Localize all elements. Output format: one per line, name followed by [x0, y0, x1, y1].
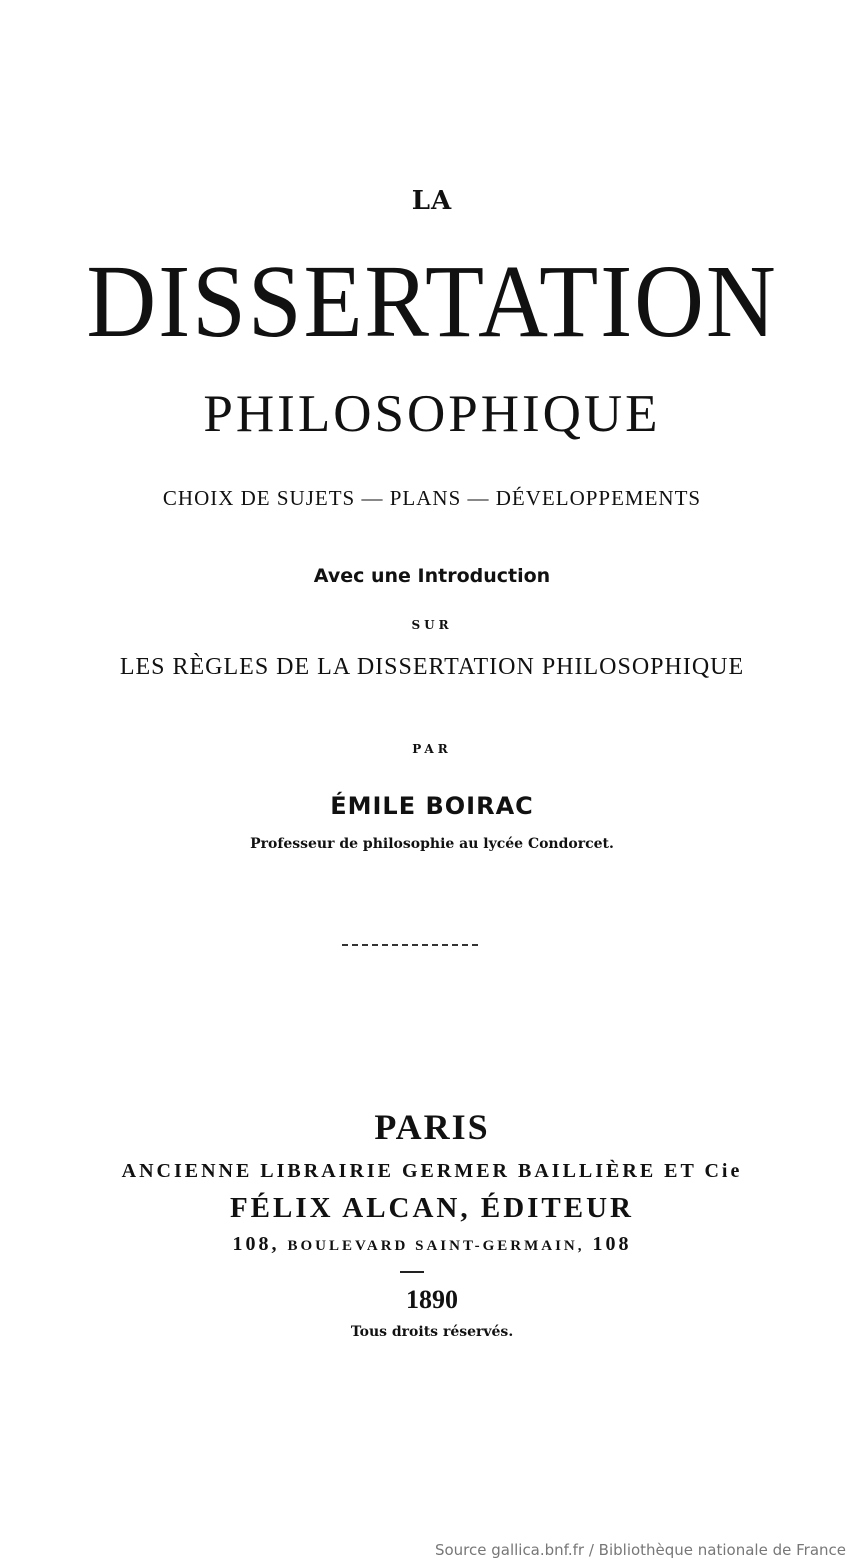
imprint-year: 1890 [406, 1285, 458, 1314]
book-title: DISSERTATION [86, 244, 778, 359]
source-credit: Source gallica.bnf.fr / Bibliothèque nationale de France [434, 1541, 846, 1559]
rules-line: LES RÈGLES DE LA DISSERTATION PHILOSOPHIQUE [119, 654, 745, 680]
address-street: BOULEVARD SAINT-GERMAIN, [287, 1238, 585, 1254]
author-name: ÉMILE BOIRAC [330, 792, 534, 820]
address-number-right: 108 [592, 1233, 632, 1255]
imprint-city: PARIS [374, 1107, 490, 1147]
par-word: PAR [412, 742, 452, 756]
address-number-left: 108, [232, 1233, 280, 1255]
sur-word: SUR [411, 618, 453, 632]
intro-line: Avec une Introduction [313, 565, 551, 587]
imprint-rights: Tous droits réservés. [350, 1324, 514, 1340]
book-subtitle: PHILOSOPHIQUE [203, 385, 661, 443]
ornamental-rule [342, 944, 478, 946]
imprint-library: ANCIENNE LIBRAIRIE GERMER BAILLIÈRE ET Cie [121, 1160, 743, 1182]
contents-line: CHOIX DE SUJETS — PLANS — DÉVELOPPEMENTS [162, 486, 702, 510]
year-rule [400, 1271, 424, 1273]
imprint-address [0, 1233, 864, 1256]
title-article: LA [411, 186, 453, 216]
author-title: Professeur de philosophie au lycée Condorcet. [250, 836, 614, 852]
imprint-publisher: FÉLIX ALCAN, ÉDITEUR [229, 1192, 635, 1224]
